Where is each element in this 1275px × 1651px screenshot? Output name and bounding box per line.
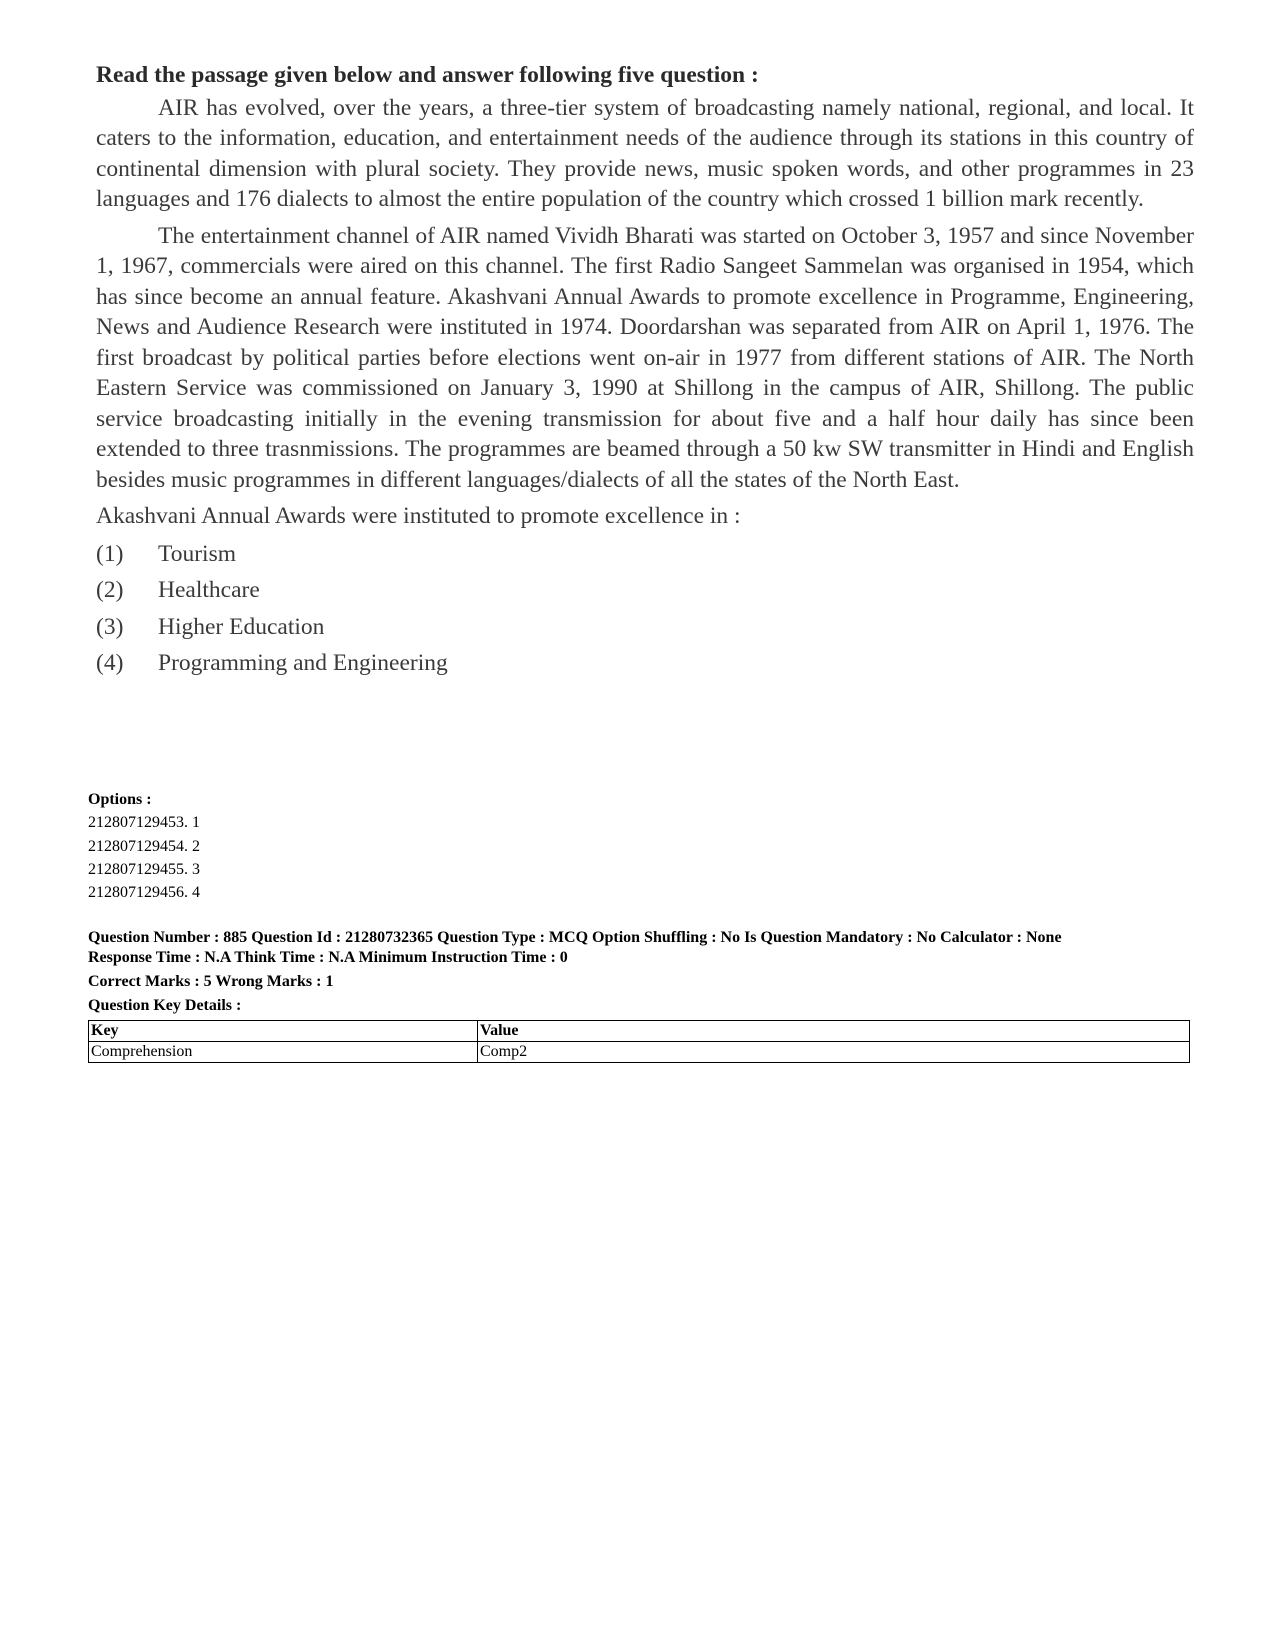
key-details-label: Question Key Details :: [88, 997, 242, 1015]
table-row: [89, 1042, 1190, 1063]
passage-heading: Read the passage given below and answer following five question :: [96, 62, 759, 88]
table-header-row: [89, 1021, 1190, 1042]
choice-text: Higher Education: [158, 613, 325, 640]
option-item: 212807129454. 2: [88, 837, 200, 855]
question-info: [88, 928, 1190, 968]
question-image: [96, 60, 1194, 682]
choice-number: (1): [96, 540, 124, 567]
choice-number: (4): [96, 650, 124, 676]
choice-item: [96, 609, 1194, 646]
choice-item: [96, 536, 1194, 573]
table-header-key: Key: [89, 1021, 478, 1042]
choice-text: Tourism: [158, 540, 236, 567]
question-text: Akashvani Annual Awards were instituted to promote excellence in :: [96, 503, 741, 529]
table-header-value: Value: [478, 1021, 1190, 1042]
option-item: 212807129456. 4: [88, 884, 200, 902]
passage-paragraph-2: The entertainment channel of AIR named Vividh Bharati was started on October 3, 1957 and since November 1, 1967, commercials were aired on this channel. The first Radio Sangeet Sammelan was organised in 1954, which has since become an annual feature. Akashvani Annual Awards to promote excellence in Programme, Engineering, News and Audience Research were instituted in 1974. Doordarshan was separated from AIR on April 1, 1976. The first broadcast by political parties before elections went on-air in 1977 from different stations of AIR. The North Eastern Service was commissioned on January 3, 1990 at Shillong in the campus of AIR, Shillong. The public service broadcasting initially in the evening transmission for about five and a half hour daily has since been extended to three trasnmissions. The programmes are beamed through a 50 kw SW transmitter in Hindi and English besides music programmes in different languages/dialects of all the states of the North East.: [96, 222, 1194, 493]
choice-text: Healthcare: [158, 577, 260, 603]
options-label: Options :: [88, 791, 152, 808]
passage-paragraph-1: AIR has evolved, over the years, a three-tier system of broadcasting namely national, regional, and local. It caters to the information, education, and entertainment needs of the audience through its stations in this country of continental dimension with plural society. They provide news, music spoken words, and other programmes in 23 languages and 176 dialects to almost the entire population of the country which crossed 1 billion mark recently.: [96, 94, 1194, 212]
choice-number: (3): [96, 613, 124, 640]
choice-item: [96, 645, 1194, 682]
choice-text: Programming and Engineering: [158, 650, 448, 676]
question-info-line-1: Question Number : 885 Question Id : 21280732365 Question Type : MCQ Option Shuffling : No Is Question Mandatory : No Calculator : None: [88, 929, 1062, 947]
option-item: 212807129453. 1: [88, 814, 200, 832]
question-info-line-2: Response Time : N.A Think Time : N.A Minimum Instruction Time : 0: [88, 949, 568, 967]
choice-number: (2): [96, 577, 124, 603]
marks-line: Correct Marks : 5 Wrong Marks : 1: [88, 973, 334, 991]
question-metadata: [88, 788, 1190, 1063]
choice-list: [96, 536, 1194, 682]
option-item: 212807129455. 3: [88, 860, 200, 878]
key-details-table: [88, 1020, 1190, 1063]
table-cell-value: Comp2: [478, 1042, 1190, 1063]
choice-item: [96, 572, 1194, 609]
table-cell-key: Comprehension: [89, 1042, 478, 1063]
